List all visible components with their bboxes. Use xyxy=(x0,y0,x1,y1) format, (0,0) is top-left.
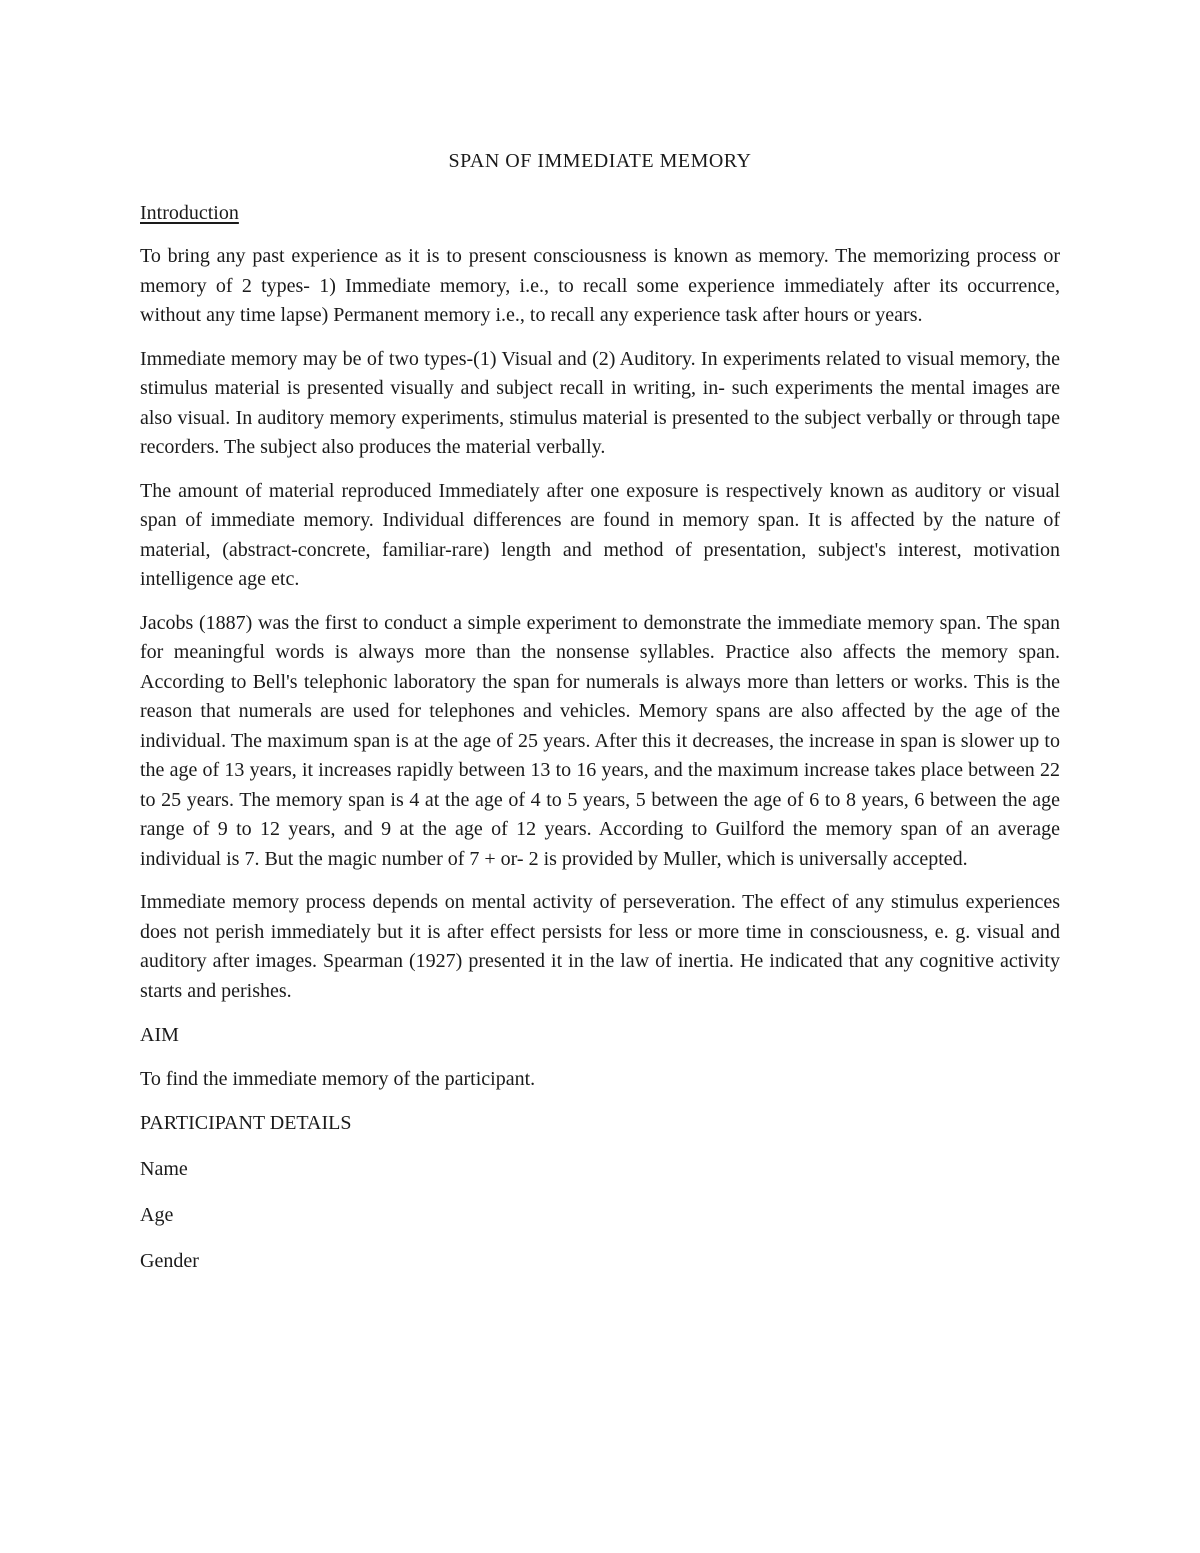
participant-details-heading: PARTICIPANT DETAILS xyxy=(140,1112,352,1134)
document-title: SPAN OF IMMEDIATE MEMORY xyxy=(448,150,752,172)
introduction-heading: Introduction xyxy=(140,202,239,224)
participant-field-name: Name xyxy=(140,1158,188,1180)
paragraph-jacobs-experiment: Jacobs (1887) was the first to conduct a simple experiment to demonstrate the immediate memory span. The span for meaningful words is always more than the nonsense syllables. Practice also affects the memory span. According to Bell's telephonic laboratory the span for numerals is always more than letters or works. This is the reason that numerals are used for telephones and vehicles. Memory spans are also affected by the age of the individual. The maximum span is at the age of 25 years. After this it decreases, the increase in span is slower up to the age of 13 years, it increases rapidly between 13 to 16 years, and the maximum increase takes place between 22 to 25 years. The memory span is 4 at the age of 4 to 5 years, 5 between the age of 6 to 8 years, 6 between the age range of 9 to 12 years, and 9 at the age of 12 years. According to Guilford the memory span of an average individual is 7. But the magic number of 7 + or- 2 is provided by Muller, which is universally accepted. xyxy=(140,611,1060,870)
paragraph-memory-types: Immediate memory may be of two types-(1) Visual and (2) Auditory. In experiments related to visual memory, the stimulus material is presented visually and subject recall in writing, in- such experiments the mental images are also visual. In auditory memory experiments, stimulus material is presented to the subject verbally or through tape recorders. The subject also produces the material verbally. xyxy=(140,347,1060,458)
aim-heading: AIM xyxy=(140,1024,179,1046)
document-page xyxy=(140,140,1060,1292)
participant-field-gender: Gender xyxy=(140,1250,199,1272)
aim-text: To find the immediate memory of the participant. xyxy=(140,1068,536,1090)
participant-field-age: Age xyxy=(140,1204,174,1226)
paragraph-memory-definition: To bring any past experience as it is to present consciousness is known as memory. The memorizing process or memory of 2 types- 1) Immediate memory, i.e., to recall some experience immediately after its occurrence, without any time lapse) Permanent memory i.e., to recall any experience task after hours or years. xyxy=(140,245,1060,326)
paragraph-memory-span: The amount of material reproduced Immediately after one exposure is respectively known as auditory or visual span of immediate memory. Individual differences are found in memory span. It is affected by the nature of material, (abstract-concrete, familiar-rare) length and method of presentation, subject's interest, motivation intelligence age etc. xyxy=(140,479,1060,590)
paragraph-perseveration: Immediate memory process depends on mental activity of perseveration. The effect of any stimulus experiences does not perish immediately but it is after effect persists for less or more time in consciousness, e. g. visual and auditory after images. Spearman (1927) presented it in the law of inertia. He indicated that any cognitive activity starts and perishes. xyxy=(140,891,1060,1002)
